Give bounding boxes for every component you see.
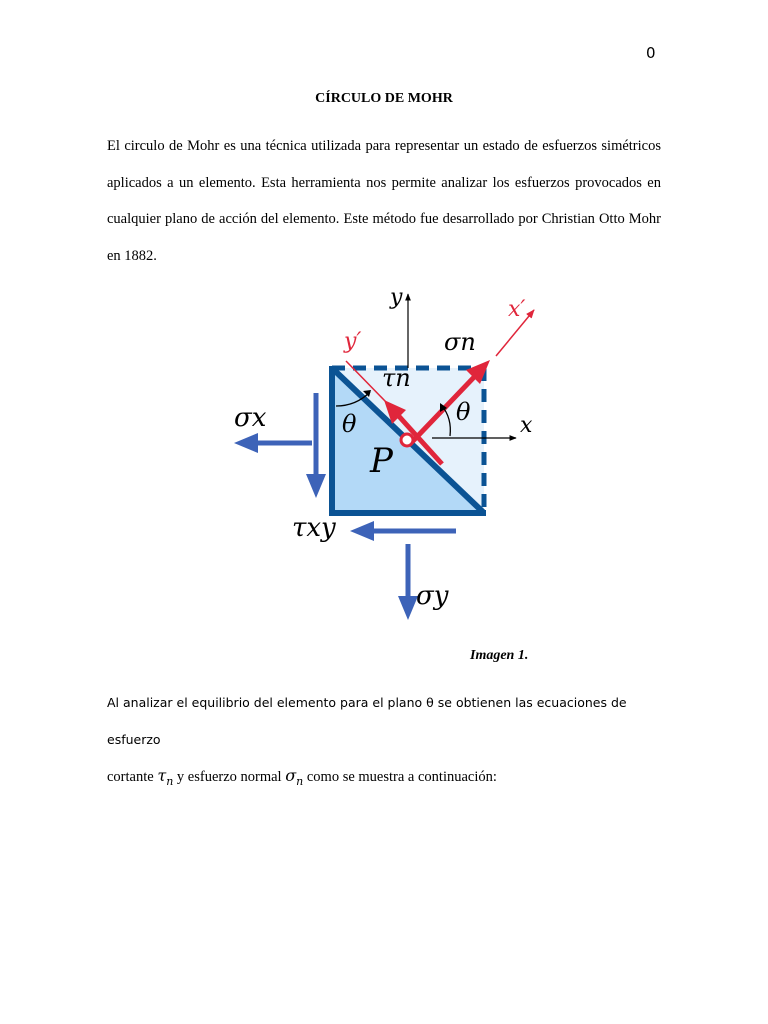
point-p-label: P <box>370 441 393 481</box>
equation-paragraph-line1: Al analizar el equilibrio del elemento para el plano θ se obtienen las ecuaciones de esfuerzo <box>107 695 627 747</box>
sigma-n-label: σn <box>444 328 476 356</box>
sigma-x-label: σx <box>234 403 267 433</box>
sigma-x-arrowhead <box>234 433 258 453</box>
sigma-n-symbol: $\sigma_n$ <box>285 766 304 789</box>
figure-caption: Imagen 1. <box>470 648 529 663</box>
mohr-stress-element-figure <box>220 280 560 630</box>
tau-xy-label: τxy <box>292 513 336 543</box>
sigma-y-label: σy <box>416 581 449 611</box>
y-axis-label: y <box>390 285 403 310</box>
theta-left-label: θ <box>342 410 357 438</box>
x-prime-label: x′ <box>508 297 526 322</box>
y-prime-label: y′ <box>344 329 362 354</box>
page-title: CÍRCULO DE MOHR <box>315 91 453 106</box>
sigma-y-arrowhead <box>398 596 418 620</box>
line2-suffix: como se muestra a continuación: <box>306 769 497 785</box>
page-number: 0 <box>646 44 656 62</box>
tau-xy-horizontal-arrowhead <box>350 521 374 541</box>
tau-n-label: τn <box>382 364 411 392</box>
line2-middle: y esfuerzo normal <box>176 769 282 785</box>
tau-xy-vertical-arrowhead <box>306 474 326 498</box>
tau-n-symbol: $\tau_n$ <box>157 766 174 789</box>
intro-paragraph: El circulo de Mohr es una técnica utilizada para representar un estado de esfuerzos simétricos aplicados a un elemento. Esta herramienta nos permite analizar los esfuerzos provocados en cualquier plano de acción del elemento. Este método fue desarrollado por Christian Otto Mohr en 1882. <box>107 138 661 264</box>
equation-paragraph <box>107 685 661 801</box>
x-axis-label: x <box>520 413 533 438</box>
theta-right-label: θ <box>456 398 471 426</box>
equation-paragraph-line2 <box>107 758 661 801</box>
point-p-marker <box>401 434 413 446</box>
line2-prefix: cortante <box>107 769 154 785</box>
